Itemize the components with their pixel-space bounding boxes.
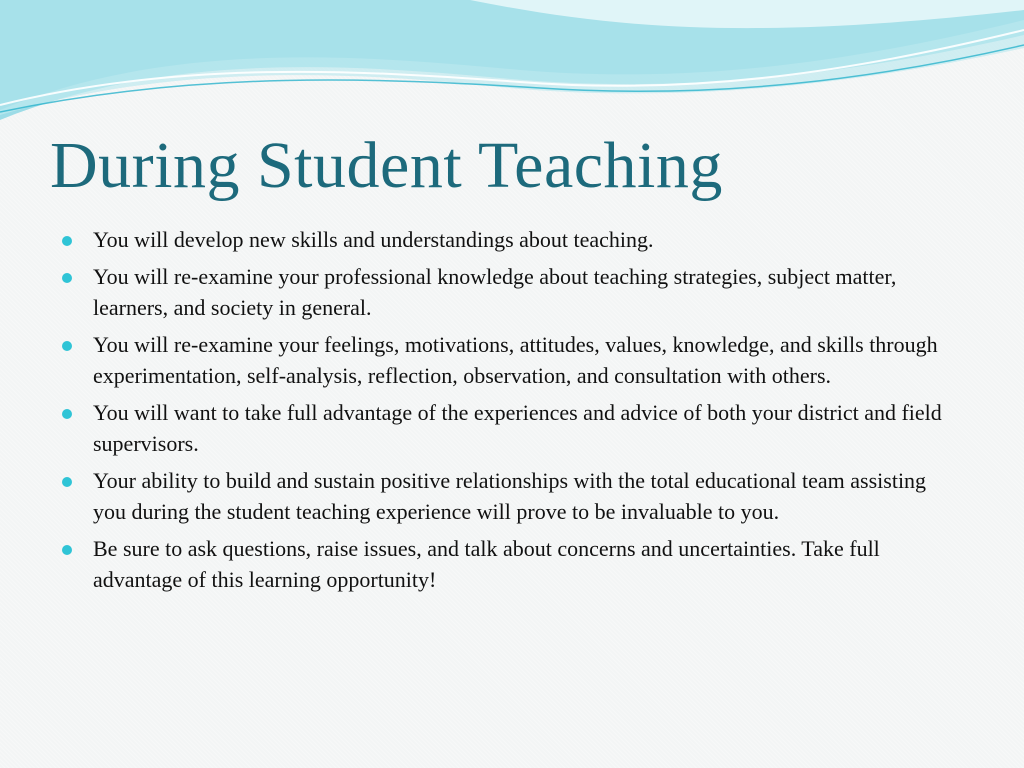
- bullet-item: [62, 261, 962, 323]
- bullet-item: [62, 397, 962, 459]
- bullet-text: Be sure to ask questions, raise issues, and talk about concerns and uncertainties. Take full advantage of this learning opportunity!: [93, 536, 880, 592]
- bullet-item: [62, 329, 962, 391]
- filled-circle-icon: [62, 273, 72, 283]
- bullet-item: [62, 224, 962, 255]
- bullet-item: [62, 465, 962, 527]
- filled-circle-icon: [62, 236, 72, 246]
- filled-circle-icon: [62, 341, 72, 351]
- bullet-list: [62, 224, 962, 601]
- slide-title: During Student Teaching: [50, 129, 723, 202]
- bullet-text: Your ability to build and sustain positive relationships with the total educational team assisting you during the student teaching experience will prove to be invaluable to you.: [93, 468, 927, 524]
- filled-circle-icon: [62, 545, 72, 555]
- bullet-text: You will want to take full advantage of the experiences and advice of both your district and field supervisors.: [93, 400, 942, 456]
- filled-circle-icon: [62, 409, 72, 419]
- decorative-wave-header: [0, 0, 1024, 130]
- bullet-item: [62, 533, 962, 595]
- filled-circle-icon: [62, 477, 72, 487]
- bullet-text: You will re-examine your feelings, motivations, attitudes, values, knowledge, and skills through experimentation, self-analysis, reflection, observation, and consultation with others.: [93, 332, 938, 388]
- bullet-text: You will develop new skills and understandings about teaching.: [93, 227, 654, 252]
- bullet-text: You will re-examine your professional knowledge about teaching strategies, subject matter, learners, and society in general.: [93, 264, 897, 320]
